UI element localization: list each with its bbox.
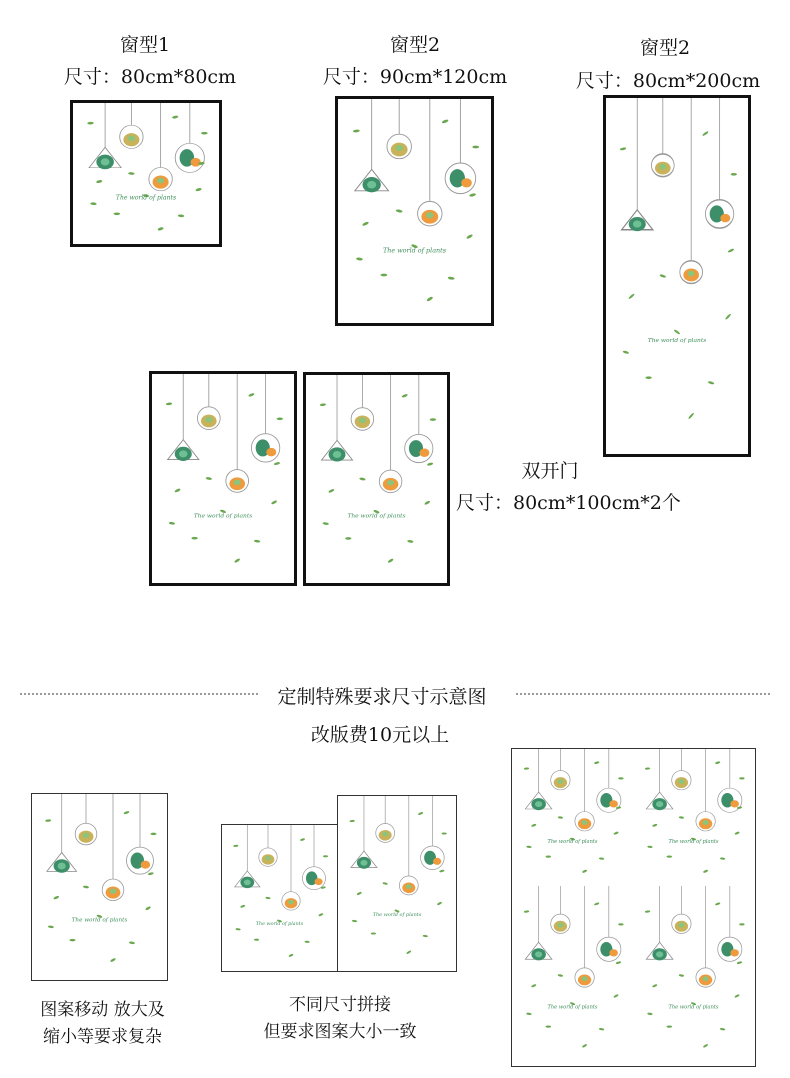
terrarium-pot xyxy=(259,848,277,866)
terrarium-pot xyxy=(355,169,389,192)
leaf xyxy=(679,974,685,977)
leaf xyxy=(618,923,623,925)
leaf xyxy=(265,897,270,900)
terrarium-pot xyxy=(680,261,703,284)
terrarium-pot xyxy=(646,942,673,960)
leaf xyxy=(442,832,447,834)
terrarium-pot xyxy=(47,852,77,872)
leaf xyxy=(613,994,619,999)
door-size: 尺寸：80cm*100cm*2个 xyxy=(456,492,681,514)
leaf xyxy=(328,488,335,493)
leaf xyxy=(734,831,740,835)
leaf xyxy=(248,393,255,398)
leaf xyxy=(110,958,116,963)
terrarium-pot xyxy=(235,871,260,888)
leaf xyxy=(53,895,59,900)
plant-artwork-svg xyxy=(32,794,167,980)
terrarium-pot xyxy=(102,879,124,901)
artwork-caption: The world of plants xyxy=(668,1004,719,1011)
leaf xyxy=(613,831,619,835)
leaf xyxy=(524,767,530,770)
window3-artwork xyxy=(603,95,751,457)
leaf xyxy=(148,872,154,876)
leaf xyxy=(318,913,324,917)
plant-artwork-svg xyxy=(512,749,633,886)
example2-caption-line1: 不同尺寸拼接 xyxy=(289,995,391,1015)
leaf xyxy=(524,910,530,913)
terrarium-pot xyxy=(575,968,594,987)
leaf xyxy=(349,820,354,823)
terrarium-pot xyxy=(251,434,279,462)
leaf xyxy=(300,838,306,842)
leaf xyxy=(129,941,135,944)
plant-artwork-svg xyxy=(222,825,337,971)
leaf xyxy=(437,901,443,905)
terrarium-pot xyxy=(379,470,402,493)
terrarium-pot xyxy=(89,147,121,169)
leaf xyxy=(83,885,89,888)
leaf xyxy=(424,500,431,505)
leaf xyxy=(739,777,744,779)
example1-caption-line2: 缩小等要求复杂 xyxy=(43,1027,162,1047)
leaf xyxy=(418,812,424,816)
artwork-caption: The world of plants xyxy=(372,912,422,918)
leaf xyxy=(674,329,680,335)
door-title: 双开门 xyxy=(521,460,579,482)
leaf xyxy=(201,132,207,135)
dotted-rule-right xyxy=(516,693,770,695)
leaf xyxy=(254,539,261,542)
example3-pane-bottom-right xyxy=(633,886,754,1065)
terrarium-pot xyxy=(597,937,621,961)
leaf xyxy=(172,115,179,119)
leaf xyxy=(667,1026,672,1028)
leaf xyxy=(739,923,744,925)
terrarium-pot xyxy=(303,867,326,890)
terrarium-pot xyxy=(351,408,374,431)
leaf xyxy=(191,537,197,540)
door-right-artwork xyxy=(303,372,450,586)
terrarium-pot xyxy=(351,851,377,869)
terrarium-pot xyxy=(646,792,673,810)
window1-artwork xyxy=(70,100,222,247)
artwork-caption: The world of plants xyxy=(193,512,253,520)
leaf xyxy=(396,209,403,213)
leaf xyxy=(387,558,394,563)
terrarium-pot xyxy=(551,914,570,933)
leaf xyxy=(616,961,622,964)
leaf xyxy=(715,902,721,906)
leaf xyxy=(582,1043,588,1048)
terrarium-pot xyxy=(551,771,570,790)
leaf xyxy=(288,953,294,957)
terrarium-pot xyxy=(175,143,204,172)
window3-title: 窗型2 xyxy=(639,37,691,59)
leaf xyxy=(623,350,629,354)
leaf xyxy=(178,214,185,217)
artwork-caption: The world of plants xyxy=(115,194,177,202)
terrarium-pot xyxy=(651,154,674,177)
leaf xyxy=(720,1028,726,1031)
leaf xyxy=(359,477,366,481)
plant-artwork-svg xyxy=(338,796,456,971)
terrarium-pot xyxy=(445,163,476,194)
section-subheading: 改版费10元以上 xyxy=(310,724,450,746)
terrarium-pot xyxy=(197,407,220,430)
window2-title: 窗型2 xyxy=(389,34,441,56)
terrarium-pot xyxy=(696,812,715,831)
leaf xyxy=(594,761,600,765)
leaf xyxy=(48,925,54,928)
leaf xyxy=(70,939,76,941)
leaf xyxy=(620,147,626,151)
terrarium-pot xyxy=(120,125,143,148)
leaf xyxy=(157,227,164,231)
leaf xyxy=(531,823,537,827)
leaf xyxy=(558,816,564,819)
plant-artwork-svg xyxy=(633,749,754,886)
artwork-caption: The world of plants xyxy=(668,838,719,845)
leaf xyxy=(195,187,202,191)
leaf xyxy=(645,767,651,770)
leaf xyxy=(206,477,213,481)
window3-size: 尺寸：80cm*200cm xyxy=(575,70,761,92)
leaf xyxy=(96,179,103,183)
terrarium-pot xyxy=(168,440,199,461)
terrarium-pot xyxy=(75,823,97,845)
leaf xyxy=(426,296,433,302)
artwork-caption: The world of plants xyxy=(647,337,707,345)
leaf xyxy=(526,1012,532,1015)
leaf xyxy=(320,403,326,406)
leaf xyxy=(271,500,278,505)
terrarium-pot xyxy=(575,812,594,831)
leaf xyxy=(679,816,685,819)
leaf xyxy=(728,248,734,253)
artwork-caption: The world of plants xyxy=(547,838,598,845)
leaf xyxy=(430,418,436,421)
leaf xyxy=(702,130,708,136)
window1-size: 尺寸：80cm*80cm xyxy=(63,66,237,88)
leaf xyxy=(720,857,726,860)
artwork-caption: The world of plants xyxy=(347,513,406,520)
terrarium-pot xyxy=(226,470,249,493)
leaf xyxy=(531,984,537,988)
leaf xyxy=(274,462,281,466)
leaf xyxy=(277,418,283,421)
leaf xyxy=(526,845,532,848)
leaf xyxy=(235,928,240,931)
example2-artwork-right xyxy=(337,795,457,972)
leaf xyxy=(652,984,658,988)
leaf xyxy=(90,202,97,205)
leaf xyxy=(599,857,605,860)
leaf xyxy=(546,856,551,858)
plant-artwork-svg xyxy=(338,99,491,323)
leaf xyxy=(618,777,623,779)
terrarium-pot xyxy=(376,824,395,843)
plant-artwork-svg xyxy=(512,886,633,1065)
window2-size: 尺寸：90cm*120cm xyxy=(322,66,508,88)
terrarium-pot xyxy=(705,200,733,228)
leaf xyxy=(356,891,362,895)
example3-pane-bottom-left xyxy=(512,886,634,1065)
example3-pane-top-right xyxy=(633,749,754,887)
leaf xyxy=(734,994,740,999)
leaf xyxy=(353,129,360,132)
leaf xyxy=(546,1026,551,1028)
artwork-caption: The world of plants xyxy=(547,1004,598,1011)
terrarium-pot xyxy=(418,201,442,225)
terrarium-pot xyxy=(322,440,353,461)
leaf xyxy=(448,276,455,280)
artwork-caption: The world of plants xyxy=(71,917,128,924)
example1-artwork xyxy=(31,793,168,981)
terrarium-pot xyxy=(127,847,154,874)
leaf xyxy=(407,540,413,543)
leaf xyxy=(731,173,737,176)
leaf xyxy=(652,823,658,827)
leaf xyxy=(703,1043,709,1048)
leaf xyxy=(166,402,172,405)
leaf xyxy=(304,940,309,943)
leaf xyxy=(323,522,329,525)
terrarium-pot xyxy=(405,434,433,462)
leaf xyxy=(128,172,135,175)
leaf xyxy=(233,845,238,848)
leaf xyxy=(323,855,328,857)
terrarium-pot xyxy=(525,942,552,960)
leaf xyxy=(628,293,634,300)
leaf xyxy=(406,950,411,955)
leaf xyxy=(356,257,363,261)
leaf xyxy=(123,810,129,814)
leaf xyxy=(240,904,246,908)
leaf xyxy=(427,462,434,466)
window2-artwork xyxy=(335,96,494,326)
leaf xyxy=(362,221,369,226)
terrarium-pot xyxy=(421,846,445,870)
leaf xyxy=(441,119,448,124)
dotted-rule-left xyxy=(20,693,258,695)
terrarium-pot xyxy=(718,937,742,961)
terrarium-pot xyxy=(672,771,691,790)
leaf xyxy=(371,932,376,934)
door-left-artwork xyxy=(149,371,297,586)
leaf xyxy=(667,856,672,858)
terrarium-pot xyxy=(399,876,418,895)
leaf xyxy=(645,376,651,379)
leaf xyxy=(381,274,388,277)
example1-caption-line1: 图案移动 放大及 xyxy=(40,1000,165,1020)
leaf xyxy=(660,274,666,278)
leaf xyxy=(599,1028,605,1031)
leaf xyxy=(174,488,181,493)
leaf xyxy=(145,906,151,911)
leaf xyxy=(645,910,651,913)
terrarium-pot xyxy=(622,210,653,231)
leaf xyxy=(423,935,428,938)
plant-artwork-svg xyxy=(73,103,219,244)
leaf xyxy=(472,146,479,149)
plant-artwork-svg xyxy=(606,98,748,454)
leaf xyxy=(401,393,408,398)
terrarium-pot xyxy=(387,134,411,158)
leaf xyxy=(466,234,473,240)
leaf xyxy=(254,939,259,941)
terrarium-pot xyxy=(672,914,691,933)
terrarium-pot xyxy=(149,167,172,190)
example3-pane-top-left xyxy=(512,749,634,887)
example3-grid xyxy=(511,748,756,1067)
terrarium-pot xyxy=(282,892,300,910)
example2-caption-line2: 但要求图案大小一致 xyxy=(263,1022,417,1042)
leaf xyxy=(382,882,387,885)
leaf xyxy=(352,920,357,923)
leaf xyxy=(725,313,731,321)
window1-title: 窗型1 xyxy=(119,34,171,56)
leaf xyxy=(114,212,120,215)
leaf xyxy=(45,819,51,822)
terrarium-pot xyxy=(525,792,552,810)
leaf xyxy=(169,522,176,525)
plant-artwork-svg xyxy=(633,886,754,1065)
section-heading: 定制特殊要求尺寸示意图 xyxy=(277,686,487,708)
leaf xyxy=(582,869,588,873)
artwork-caption: The world of plants xyxy=(255,922,304,928)
leaf xyxy=(737,961,743,964)
leaf xyxy=(234,558,241,563)
leaf xyxy=(469,193,476,197)
artwork-caption: The world of plants xyxy=(382,246,447,255)
leaf xyxy=(345,537,351,540)
leaf xyxy=(708,381,714,385)
terrarium-pot xyxy=(696,968,715,987)
leaf xyxy=(647,845,653,848)
leaf xyxy=(87,122,94,125)
leaf xyxy=(558,974,564,977)
leaf xyxy=(594,902,600,906)
leaf xyxy=(703,869,709,873)
leaf xyxy=(151,833,157,835)
leaf xyxy=(439,869,445,872)
leaf xyxy=(647,1012,653,1015)
plant-artwork-svg xyxy=(306,375,447,583)
leaf xyxy=(688,412,694,420)
leaf xyxy=(715,761,721,765)
example2-artwork-left xyxy=(221,824,338,972)
plant-artwork-svg xyxy=(152,374,294,583)
